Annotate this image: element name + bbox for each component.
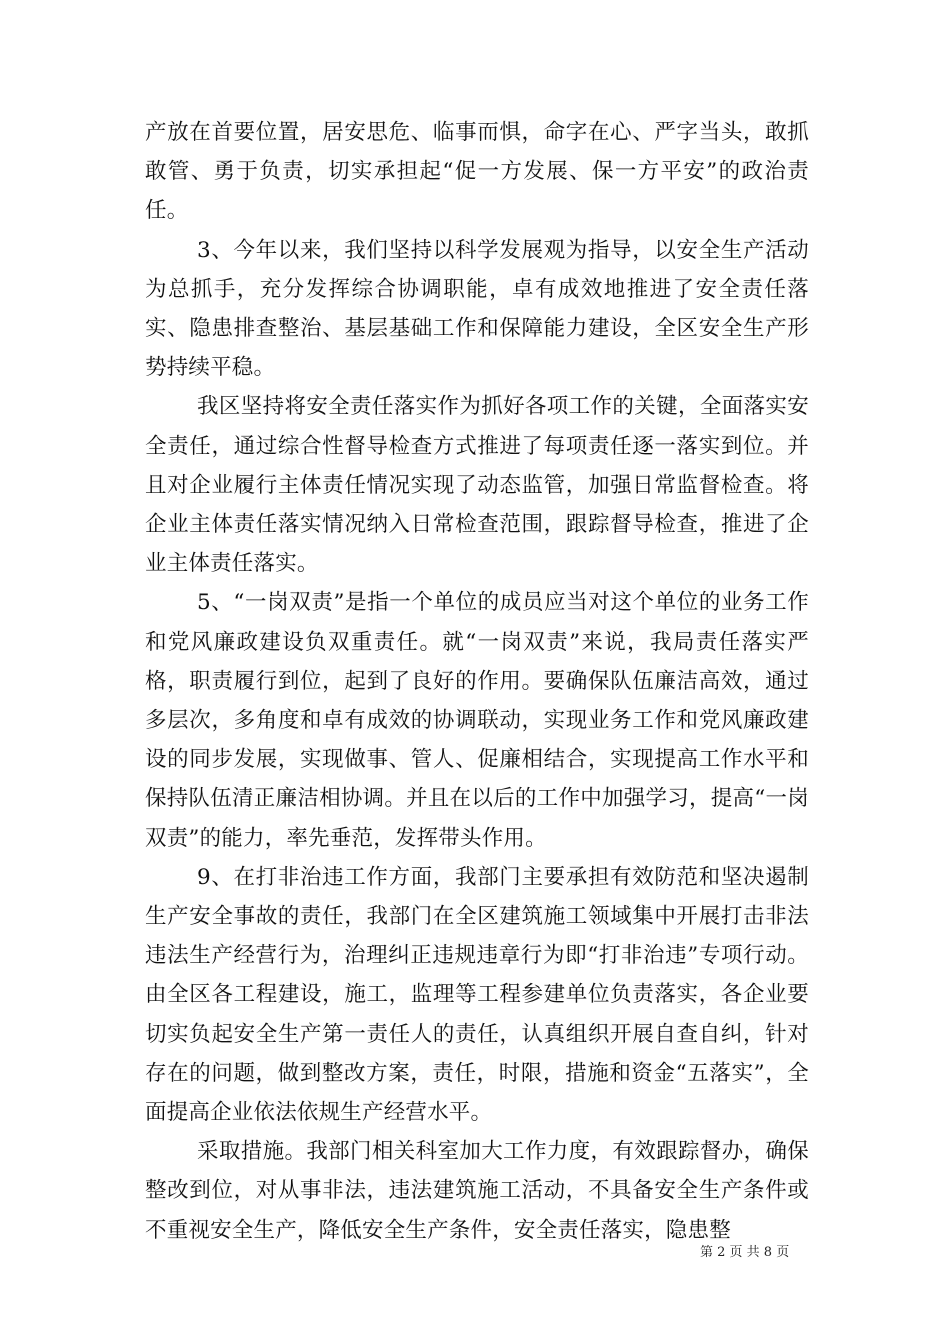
paragraph-1: 产放在首要位置，居安思危、临事而惧，命字在心、严字当头，敢抓敢管、勇于负责，切实承担起“促一方发展、保一方平安”的政治责任。 <box>145 120 809 224</box>
paragraph-4: 5、“一岗双责”是指一个单位的成员应当对这个单位的业务工作和党风廉政建设负双重责任。就“一岗双责”来说，我局责任落实严格，职责履行到位，起到了良好的作用。要确保队伍廉洁高效，通过多层次，多角度和卓有成效的协调联动，实现业务工作和党风廉政建设的同步发展，实现做事、管人、促廉相结合，实现提高工作水平和保持队伍清正廉洁相协调。并且在以后的工作中加强学习，提高“一岗双责”的能力，率先垂范，发挥带头作用。 <box>145 590 809 851</box>
paragraph-5: 9、在打非治违工作方面，我部门主要承担有效防范和坚决遏制生产安全事故的责任，我部门在全区建筑施工领域集中开展打击非法违法生产经营行为，治理纠正违规违章行为即“打非治违”专项行动。由全区各工程建设，施工，监理等工程参建单位负责落实，各企业要切实负起安全生产第一责任人的责任，认真组织开展自查自纠，针对存在的问题，做到整改方案，责任，时限，措施和资金“五落实”，全面提高企业依法依规生产经营水平。 <box>145 864 809 1126</box>
page-number-footer: 第 2 页 共 8 页 <box>700 1245 790 1260</box>
paragraph-6: 采取措施。我部门相关科室加大工作力度，有效跟踪督办，确保整改到位，对从事非法，违法建筑施工活动，不具备安全生产条件或不重视安全生产，降低安全生产条件，安全责任落实，隐患整 <box>145 1139 809 1243</box>
paragraph-3: 我区坚持将安全责任落实作为抓好各项工作的关键，全面落实安全责任，通过综合性督导检查方式推进了每项责任逐一落实到位。并且对企业履行主体责任情况实现了动态监管，加强日常监督检查。将企业主体责任落实情况纳入日常检查范围，跟踪督导检查，推进了企业主体责任落实。 <box>145 394 809 577</box>
paragraph-2: 3、今年以来，我们坚持以科学发展观为指导，以安全生产活动为总抓手，充分发挥综合协调职能，卓有成效地推进了安全责任落实、隐患排查整治、基层基础工作和保障能力建设，全区安全生产形势持续平稳。 <box>145 237 809 381</box>
document-body <box>145 113 809 1250</box>
